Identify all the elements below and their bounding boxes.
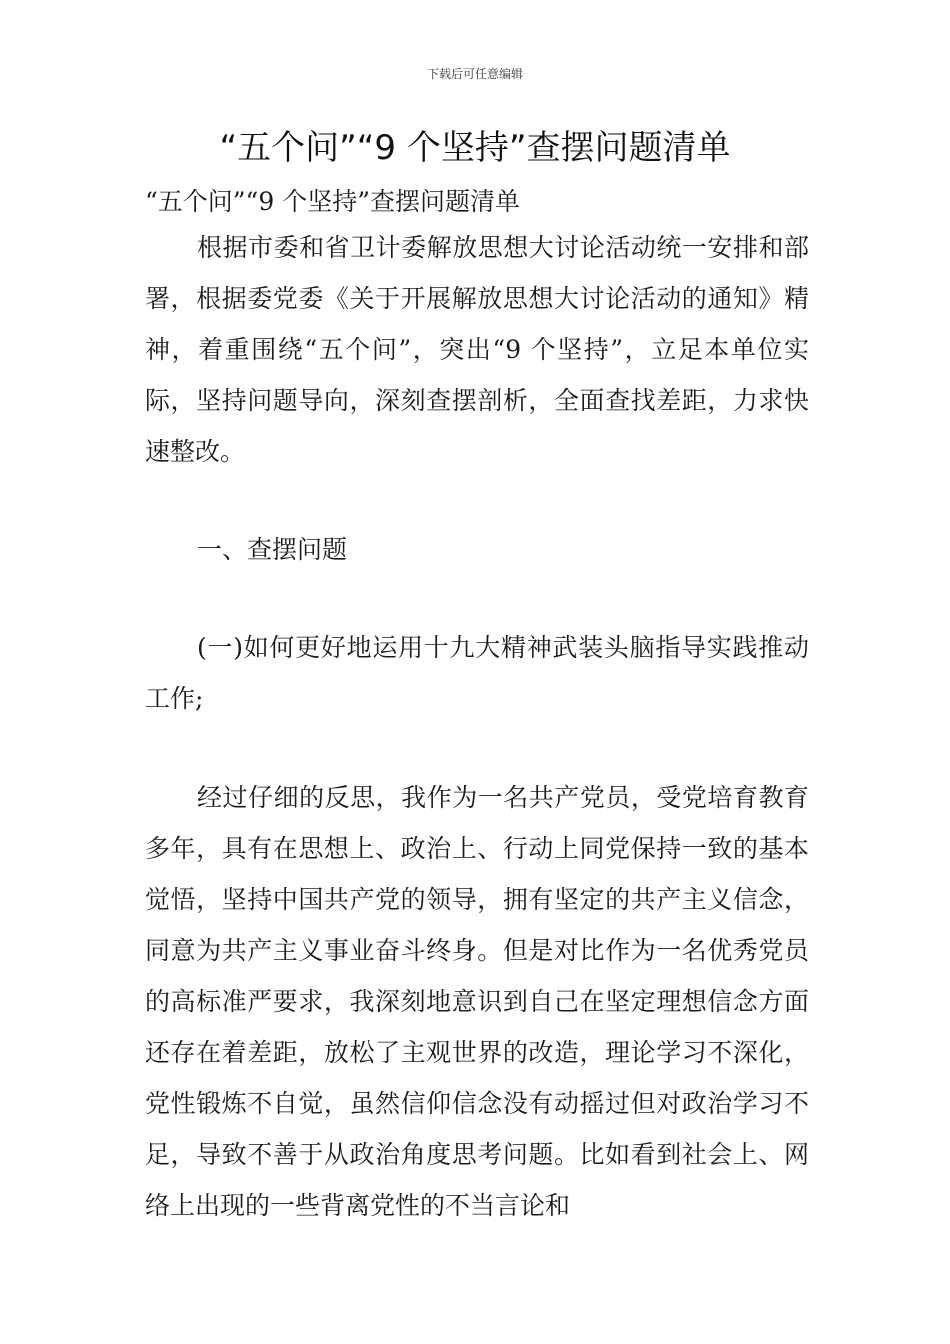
document-subtitle: “五个问”“9 个坚持”查摆问题清单 bbox=[145, 187, 520, 216]
question-paragraph: (一)如何更好地运用十九大精神武装头脑指导实践推动工作; bbox=[145, 633, 809, 713]
header-note: 下载后可任意编辑 bbox=[426, 67, 523, 81]
section-heading: 一、查摆问题 bbox=[197, 535, 348, 564]
answer-paragraph: 经过仔细的反思，我作为一名共产党员，受党培育教育多年，具有在思想上、政治上、行动上同党保持一致的基本觉悟，坚持中国共产党的领导，拥有坚定的共产主义信念，同意为共产主义事业奋斗终身。但是对比作为一名优秀党员的高标准严要求，我深刻地意识到自己在坚定理想信念方面还存在着差距，放松了主观世界的改造，理论学习不深化，党性锻炼不自觉，虽然信仰信念没有动摇过但对政治学习不足，导致不善于从政治角度思考问题。比如看到社会上、网络上出现的一些背离党性的不当言论和 bbox=[145, 783, 809, 1220]
intro-paragraph: 根据市委和省卫计委解放思想大讨论活动统一安排和部署，根据委党委《关于开展解放思想大讨论活动的通知》精神，着重围绕“五个问”，突出“9 个坚持”，立足本单位实际，坚持问题导向，深刻查摆剖析，全面查找差距，力求快速整改。 bbox=[145, 233, 809, 466]
document-title: “五个问”“9 个坚持”查摆问题清单 bbox=[219, 128, 731, 168]
